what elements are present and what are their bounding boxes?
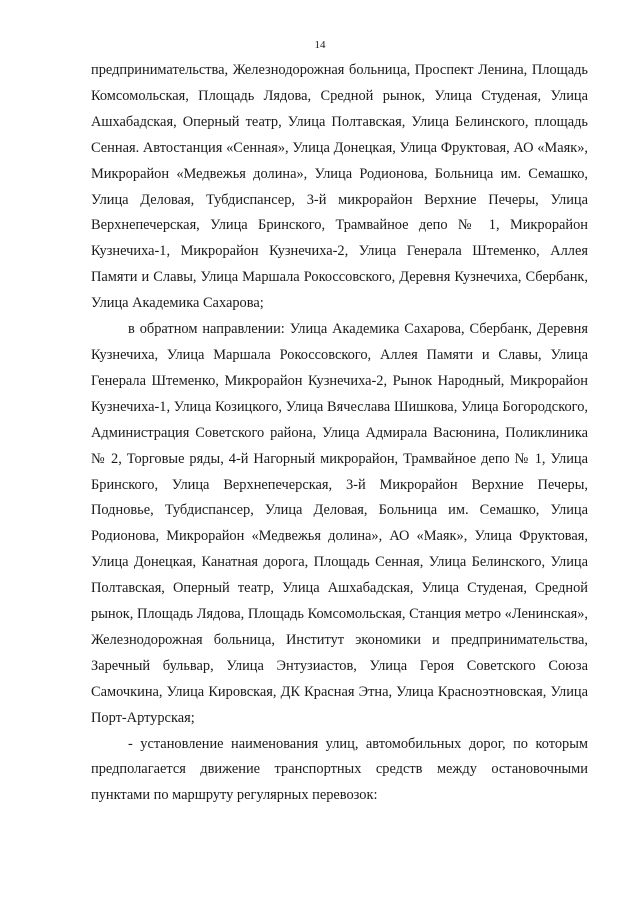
- page-number: 14: [314, 39, 326, 51]
- route-reverse-paragraph: в обратном направлении: Улица Академика Сахарова, Сбербанк, Деревня Кузнечиха, Улица Маршала Рокоссовского, Аллея Памяти и Славы, Улица Генерала Штеменко, Микрорайон Кузнечиха-2, Рынок Народный, Микрорайон Кузнечиха-1, Улица Козицкого, Улица Вячеслава Шишкова, Улица Богородского, Администрация Советского района, Улица Адмирала Васюнина, Поликлиника № 2, Торговые ряды, 4-й Нагорный микрорайон, Трамвайное депо № 1, Улица Бринского, Улица Верхнепечерская, 3-й Микрорайон Верхние Печеры, Подновье, Тубдиспансер, Улица Деловая, Больница им. Семашко, Улица Родионова, Микрорайон «Медвежья долина», АО «Маяк», Улица Фруктовая, Улица Донецкая, Канатная дорога, Площадь Сенная, Улица Белинского, Улица Полтавская, Оперный театр, Улица Ашхабадская, Улица Студеная, Средной рынок, Площадь Лядова, Площадь Комсомольская, Станция метро «Ленинская», Железнодорожная больница, Институт экономики и предпринимательства, Заречный бульвар, Улица Энтузиастов, Улица Героя Советского Союза Самочкина, Улица Кировская, ДК Красная Этна, Улица Красноэтновская, Улица Порт-Артурская;: [91, 321, 588, 726]
- document-body: [91, 58, 588, 809]
- street-names-paragraph: - установление наименования улиц, автомобильных дорог, по которым предполагается движение транспортных средств между остановочными пунктами по маршруту регулярных перевозок:: [91, 735, 588, 804]
- route-forward-paragraph: предпринимательства, Железнодорожная больница, Проспект Ленина, Площадь Комсомольская, Площадь Лядова, Средной рынок, Улица Студеная, Улица Ашхабадская, Оперный театр, Улица Полтавская, Улица Белинского, площадь Сенная. Автостанция «Сенная», Улица Донецкая, Улица Фруктовая, АО «Маяк», Микрорайон «Медвежья долина», Улица Родионова, Больница им. Семашко, Улица Деловая, Тубдиспансер, 3-й микрорайон Верхние Печеры, Улица Верхнепечерская, Улица Бринского, Трамвайное депо № 1, Микрорайон Кузнечиха-1, Микрорайон Кузнечиха-2, Улица Генерала Штеменко, Аллея Памяти и Славы, Улица Маршала Рокоссовского, Деревня Кузнечиха, Сбербанк, Улица Академика Сахарова;: [91, 62, 588, 312]
